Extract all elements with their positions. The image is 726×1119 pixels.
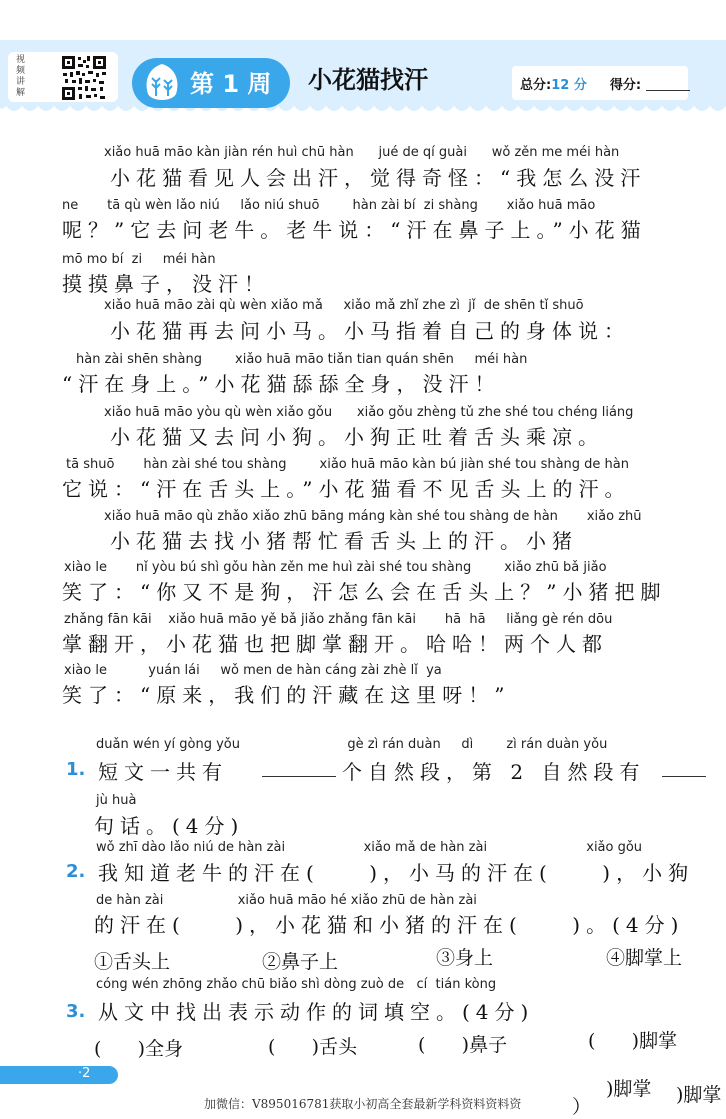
pinyin-line: tā shuō hàn zài shé tou shàng xiǎo huā māo kàn bú jiàn shé tou shàng de hàn [66, 457, 629, 472]
passage-line: 小花猫看见人会出汗，觉得奇怪：“我怎么没汗 [110, 166, 647, 190]
page-title: 小花猫找汗 [308, 66, 428, 94]
option-2[interactable]: ②鼻子上 [262, 951, 339, 973]
got-label: 得分: [609, 78, 642, 93]
pinyin-line: mō mo bí zi méi hàn [62, 252, 216, 267]
pinyin-line: duǎn wén yí gòng yǒu gè zì rán duàn dì zì rán duàn yǒu [96, 737, 608, 752]
pinyin-line: hàn zài shēn shàng xiǎo huā māo tiǎn tian quán shēn méi hàn [76, 352, 528, 367]
pinyin-line: xiǎo huā māo yòu qù wèn xiǎo gǒu xiǎo gǒu zhèng tǔ zhe shé tou chéng liáng [104, 405, 634, 420]
pinyin-line: wǒ zhī dào lǎo niú de hàn zài xiǎo mǎ de hàn zài xiǎo gǒu [96, 840, 643, 855]
passage-line: 笑了：“你又不是狗，汗怎么会在舌头上？”小猪把脚 [62, 580, 667, 604]
passage-line: 呢？”它去问老牛。老牛说：“汗在鼻子上。”小花猫 [62, 218, 647, 242]
passage-line: 小花猫又去问小狗。小狗正吐着舌头乘凉。 [110, 425, 604, 449]
score-blank[interactable] [646, 90, 690, 91]
passage-line: 掌翻开，小花猫也把脚掌翻开。哈哈！两个人都 [62, 632, 608, 656]
option-1[interactable]: ①舌头上 [94, 951, 171, 973]
footer-watermark: 加微信：V895016781获取小初高全套最新学科资料资料资 [204, 1097, 522, 1111]
qr-label: 视频讲解 [16, 55, 26, 98]
question-number: 1. [66, 759, 86, 780]
qr-code-icon[interactable] [60, 54, 108, 102]
question-text: 短文一共有 [98, 760, 228, 784]
question-number: 2. [66, 861, 86, 882]
option-4[interactable]: ④脚掌上 [606, 947, 683, 969]
page-number: ·2 [78, 1066, 91, 1081]
question-text: 个自然段，第 2 自然段有 [342, 760, 646, 784]
question-number: 3. [66, 1001, 86, 1022]
corner-fragment: )脚掌 [606, 1078, 652, 1100]
header-scallop [0, 104, 726, 116]
tree-icon [140, 62, 184, 104]
pinyin-line: xiào le yuán lái wǒ men de hàn cáng zài zhè lǐ ya [64, 663, 442, 678]
passage-line: 它说：“汗在舌头上。”小花猫看不见舌头上的汗。 [62, 477, 631, 501]
option-3[interactable]: ③身上 [436, 947, 494, 969]
corner-fragment: ） [572, 1096, 592, 1118]
passage-line: 摸摸鼻子，没汗！ [62, 272, 270, 296]
score-line [520, 74, 690, 93]
answer-blank[interactable] [662, 776, 706, 777]
passage-line: 小花猫去找小猪帮忙看舌头上的汗。小猪 [110, 529, 578, 553]
pinyin-line: de hàn zài xiǎo huā māo hé xiǎo zhū de hàn zài [96, 893, 477, 908]
week-label: 第 1 周 [190, 70, 272, 98]
page-number-tab [0, 1066, 118, 1084]
fill-blank[interactable]: ( )全身 [94, 1038, 184, 1060]
pinyin-line: xiǎo huā māo qù zhǎo xiǎo zhū bāng máng kàn shé tou shàng de hàn xiǎo zhū [104, 509, 642, 524]
fill-blank[interactable]: ( )鼻子 [418, 1034, 508, 1056]
corner-fragment: )脚掌 [676, 1084, 722, 1106]
pinyin-line: zhǎng fān kāi xiǎo huā māo yě bǎ jiǎo zhǎng fān kāi hā hā liǎng gè rén dōu [64, 612, 613, 627]
passage-line: 小花猫再去问小马。小马指着自己的身体说： [110, 319, 630, 343]
fill-blank[interactable]: ( )脚掌 [588, 1030, 678, 1052]
question-text: 我知道老牛的汗在( )，小马的汗在( )，小狗 [98, 861, 695, 885]
score-label: 总分: [520, 78, 552, 93]
passage-line: “汗在身上。”小花猫舔舔全身，没汗！ [62, 372, 501, 396]
pinyin-line: jù huà [96, 793, 137, 808]
question-text: 的汗在( )，小花猫和小猪的汗在( )。(4分) [94, 913, 685, 937]
pinyin-line: xiào le nǐ yòu bú shì gǒu hàn zěn me huì zài shé tou shàng xiǎo zhū bǎ jiǎo [64, 560, 607, 575]
pinyin-line: cóng wén zhōng zhǎo chū biǎo shì dòng zuò de cí tián kòng [96, 977, 497, 992]
pinyin-line: xiǎo huā māo zài qù wèn xiǎo mǎ xiǎo mǎ zhǐ zhe zì jǐ de shēn tǐ shuō [104, 298, 584, 313]
passage-line: 笑了：“原来，我们的汗藏在这里呀！” [62, 683, 511, 707]
pinyin-line: xiǎo huā māo kàn jiàn rén huì chū hàn jué de qí guài wǒ zěn me méi hàn [104, 145, 620, 160]
question-text: 从文中找出表示动作的词填空。(4分) [98, 1000, 535, 1024]
answer-blank[interactable] [262, 776, 336, 777]
fill-blank[interactable]: ( )舌头 [268, 1036, 358, 1058]
score-value: 12 分 [551, 78, 587, 93]
pinyin-line: ne tā qù wèn lǎo niú lǎo niú shuō hàn zài bí zi shàng xiǎo huā māo [62, 198, 596, 213]
question-text: 句话。(4分) [94, 814, 245, 838]
